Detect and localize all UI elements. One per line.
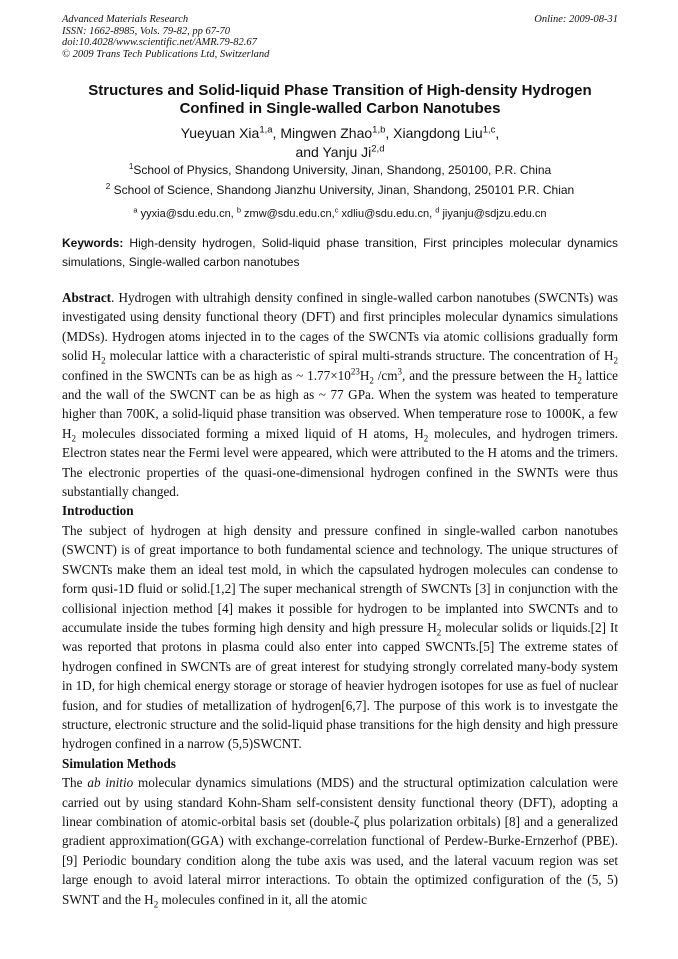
abstract-text: /cm	[373, 367, 398, 383]
superscript: 3	[397, 366, 403, 377]
paper-title	[62, 82, 618, 118]
author-name: Yueyuan Xia	[180, 125, 260, 141]
subscript: 2	[369, 375, 374, 386]
affiliation-number: 2	[105, 182, 111, 191]
affiliation-number: 1	[128, 162, 134, 171]
italic-term: ab initio	[87, 775, 134, 791]
email-mark: d	[435, 205, 440, 215]
email-link[interactable]: zmw@sdu.edu.cn,	[244, 208, 335, 220]
affiliation-text: School of Science, Shandong Jianzhu University, Jinan, Shandong, 250101 P.R. Chian	[113, 183, 575, 197]
author-list	[62, 124, 618, 162]
abstract-paragraph	[62, 288, 618, 501]
author-affiliation-mark: 2,d	[371, 143, 385, 155]
author-name: Xiangdong Liu	[393, 125, 483, 141]
abstract-text: , and the pressure between the H	[402, 367, 578, 383]
introduction-text: The subject of hydrogen at high density and pressure confined in single-walled carbon nanotubes (SWCNT) is of great importance to both fundamental science and technology. The unique structures of SWCNTs make them an ideal test mold, in which the capsulated hydrogen molecules can condense to form qusi-1D fluid or solid.[1,2] The super mechanical strength of SWCNTs [3] in conjunction with the collisional injection method [4] makes it possible for hydrogen to be implanted into SWCNTs and to accumulate inside the tubes forming high density and high pressure H	[62, 522, 618, 635]
keywords-label: Keywords:	[62, 236, 124, 250]
methods-text: molecules confined in it, all the atomic	[158, 891, 367, 907]
keywords-text: High-density hydrogen, Solid-liquid phase transition, First principles molecular dynamics simulations, Single-walled carbon nanotubes	[62, 236, 618, 269]
methods-text: The	[62, 775, 88, 791]
author-conjunction: and	[295, 144, 319, 160]
abstract-text: lattice and the wall of the SWCNT can be as high as ~ 77 GPa. When the system was heated to temperature higher than 700K, a solid-liquid phase transition was observed. When temperature rose to 1000K, a few H	[62, 367, 619, 441]
email-link[interactable]: xdliu@sdu.edu.cn,	[341, 208, 433, 220]
subscript: 2	[153, 899, 159, 910]
introduction-heading: Introduction	[62, 503, 134, 519]
methods-heading: Simulation Methods	[62, 755, 176, 771]
subscript: 2	[577, 375, 582, 386]
paper-body	[62, 288, 618, 909]
superscript: 23	[350, 366, 360, 377]
copyright-line: © 2009 Trans Tech Publications Ltd, Switzerland	[62, 48, 270, 60]
author-name: Yanju Ji	[322, 144, 372, 160]
affiliation-2	[62, 183, 618, 197]
subscript: 2	[423, 433, 429, 444]
abstract-label: Abstract	[62, 290, 112, 305]
introduction-paragraph	[62, 521, 618, 754]
subscript: 2	[436, 627, 442, 638]
abstract-text: molecules, and hydrogen trimers. Electron states near the Fermi level were appeared, which were attributed to the H atoms and the trimers. The electronic properties of the quasi-one-dimensional hydrogen confined in the SWNTs were thus substantially changed.	[62, 425, 618, 500]
title-line-1: Structures and Solid-liquid Phase Transition of High-density Hydrogen	[88, 82, 592, 99]
subscript: 2	[613, 355, 619, 366]
author-affiliation-mark: 1,a	[259, 124, 273, 136]
author-line-1: Yueyuan Xia$^{1,a}$, Mingwen Zhao$^{1,b}$, Xiangdong Liu$^{1,c}$,	[180, 124, 500, 141]
author-name: Mingwen Zhao	[280, 125, 373, 141]
methods-text: molecular dynamics simulations (MDS) and the structural optimization calculation were carried out by using standard Kohn-Sham self-consistent density functional theory (DFT), adopting a linear combination of atomic-orbital basis set (double-ζ plus polarization orbitals) [8] and a generalized gradient approximation(GGA) with exchange-correlation functional of Perdew-Burke-Ernzerhof (PBE).[9] Periodic boundary condition along the tube axis was used, and the lateral vacuum region was set large enough to avoid lateral mirror interactions. To obtain the optimized configuration of the (5, 5) SWNT and the H	[62, 775, 618, 907]
journal-header	[62, 14, 618, 60]
author-affiliation-mark: 1,b	[372, 124, 386, 136]
subscript: 2	[71, 433, 77, 444]
title-line-2: Confined in Single-walled Carbon Nanotubes	[179, 100, 501, 117]
doi-line: doi:10.4028/www.scientific.net/AMR.79-82.67	[62, 37, 257, 49]
abstract-text: molecules dissociated forming a mixed liquid of H atoms, H	[76, 425, 424, 441]
issn-line: ISSN: 1662-8985, Vols. 79-82, pp 67-70	[62, 25, 230, 37]
email-line	[62, 207, 618, 221]
keywords	[62, 234, 618, 272]
author-line-2	[62, 143, 618, 162]
author-affiliation-mark: 1,c	[482, 124, 496, 136]
abstract-text: molecular lattice with a characteristic of spiral multi-strands structure. The concentration of H	[105, 348, 614, 364]
journal-name: Advanced Materials Research	[62, 14, 189, 25]
affiliation-text: School of Physics, Shandong University, Jinan, Shandong, 250100, P.R. China	[133, 163, 552, 177]
email-link[interactable]: yyxia@sdu.edu.cn,	[140, 208, 234, 220]
methods-paragraph	[62, 773, 618, 909]
email-mark: c	[334, 205, 339, 215]
online-date: Online: 2009-08-31	[534, 14, 618, 25]
email-link[interactable]: jiyanju@sdjzu.edu.cn	[442, 208, 547, 220]
affiliation-1	[62, 163, 618, 177]
introduction-text: molecular solids or liquids.[2] It was reported that protons in plasma could also enter into capped SWCNTs.[5] The extreme states of hydrogen confined in SWCNTs are of great interest for studying strongly correlated many-body system in 1D, for high chemical energy storage or storage of heavier hydrogen isotopes for use as fuel of nuclear fusion, and for studies of metallization of hydrogen[6,7]. The purpose of this work is to investgate the structure, electronic structure and the solid-liquid phase transitions for the high density and high pressure hydrogen confined in a narrow (5,5)SWCNT.	[62, 619, 618, 752]
abstract-text: . Hydrogen with ultrahigh density confined in single-walled carbon nanotubes (SWCNTs) was investigated using density functional theory (DFT) and first principles molecular dynamics simulations (MDSs). Hydrogen atoms injected in to the cages of the SWCNTs via atomic collisions gradually form solid H	[62, 290, 618, 364]
abstract-text: confined in the SWCNTs can be as high as ~ 1.77×10	[62, 367, 351, 383]
abstract-text: H	[359, 367, 370, 383]
email-mark: b	[236, 205, 241, 215]
subscript: 2	[101, 355, 106, 366]
email-mark: a	[133, 205, 138, 215]
